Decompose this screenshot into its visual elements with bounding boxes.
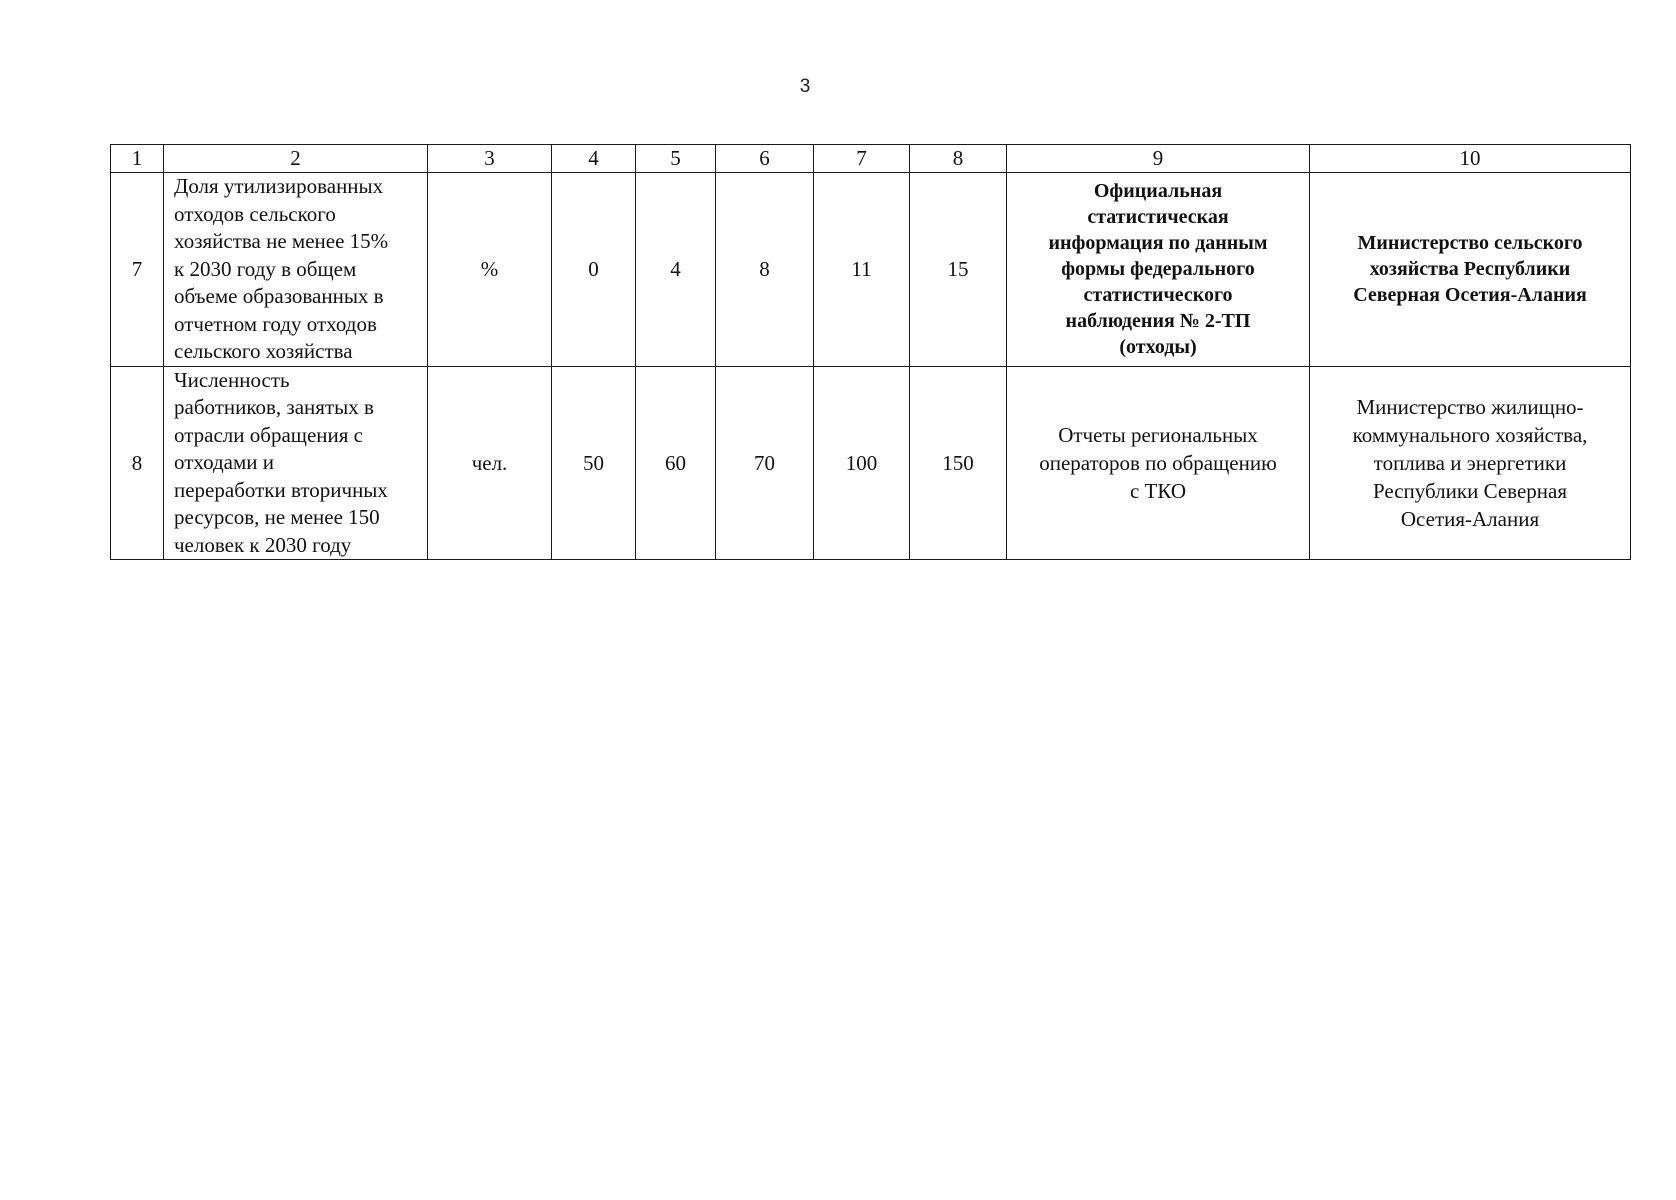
header-cell: 1 (111, 145, 164, 173)
header-cell: 6 (716, 145, 814, 173)
responsible-cell (1310, 173, 1631, 367)
indicator-name-cell (164, 366, 428, 560)
unit-cell: % (428, 173, 552, 367)
responsible-text: Министерство жилищно- коммунального хозяйства, топлива и энергетики Республики Северная Осетия-Алания (1352, 394, 1588, 531)
value-cell: 70 (716, 366, 814, 560)
unit-cell: чел. (428, 366, 552, 560)
value-cell: 15 (910, 173, 1007, 367)
value-cell: 50 (552, 366, 636, 560)
header-cell: 2 (164, 145, 428, 173)
value-cell: 100 (814, 366, 910, 560)
row-number-cell: 8 (111, 366, 164, 560)
source-text: Официальная статистическая информация по данным формы федерального статистического наблюдения № 2-ТП (отходы) (1048, 180, 1268, 359)
row-number-cell: 7 (111, 173, 164, 367)
responsible-cell (1310, 366, 1631, 560)
table-row (111, 366, 1631, 560)
indicator-name-cell (164, 173, 428, 367)
indicator-name-text: Доля утилизированных отходов сельского хозяйства не менее 15% к 2030 году в общем объеме образованных в отчетном году отходов сельского хозяйства (174, 174, 389, 363)
value-cell: 150 (910, 366, 1007, 560)
value-cell: 8 (716, 173, 814, 367)
table-header-row (111, 145, 1631, 173)
table-row (111, 173, 1631, 367)
value-cell: 60 (636, 366, 716, 560)
page-number: 3 (799, 76, 811, 97)
source-text: Отчеты региональных операторов по обращению с ТКО (1039, 422, 1277, 503)
source-cell (1007, 366, 1310, 560)
header-cell: 3 (428, 145, 552, 173)
value-cell: 4 (636, 173, 716, 367)
header-cell: 10 (1310, 145, 1631, 173)
header-cell: 8 (910, 145, 1007, 173)
header-cell: 9 (1007, 145, 1310, 173)
value-cell: 0 (552, 173, 636, 367)
indicators-table (110, 144, 1631, 560)
responsible-text: Министерство сельского хозяйства Республики Северная Осетия-Алания (1353, 232, 1587, 307)
header-cell: 5 (636, 145, 716, 173)
indicator-name-text: Численность работников, занятых в отрасли обращения с отходами и переработки вторичных ресурсов, не менее 150 человек к 2030 году (174, 367, 388, 557)
header-cell: 7 (814, 145, 910, 173)
source-cell (1007, 173, 1310, 367)
value-cell: 11 (814, 173, 910, 367)
header-cell: 4 (552, 145, 636, 173)
